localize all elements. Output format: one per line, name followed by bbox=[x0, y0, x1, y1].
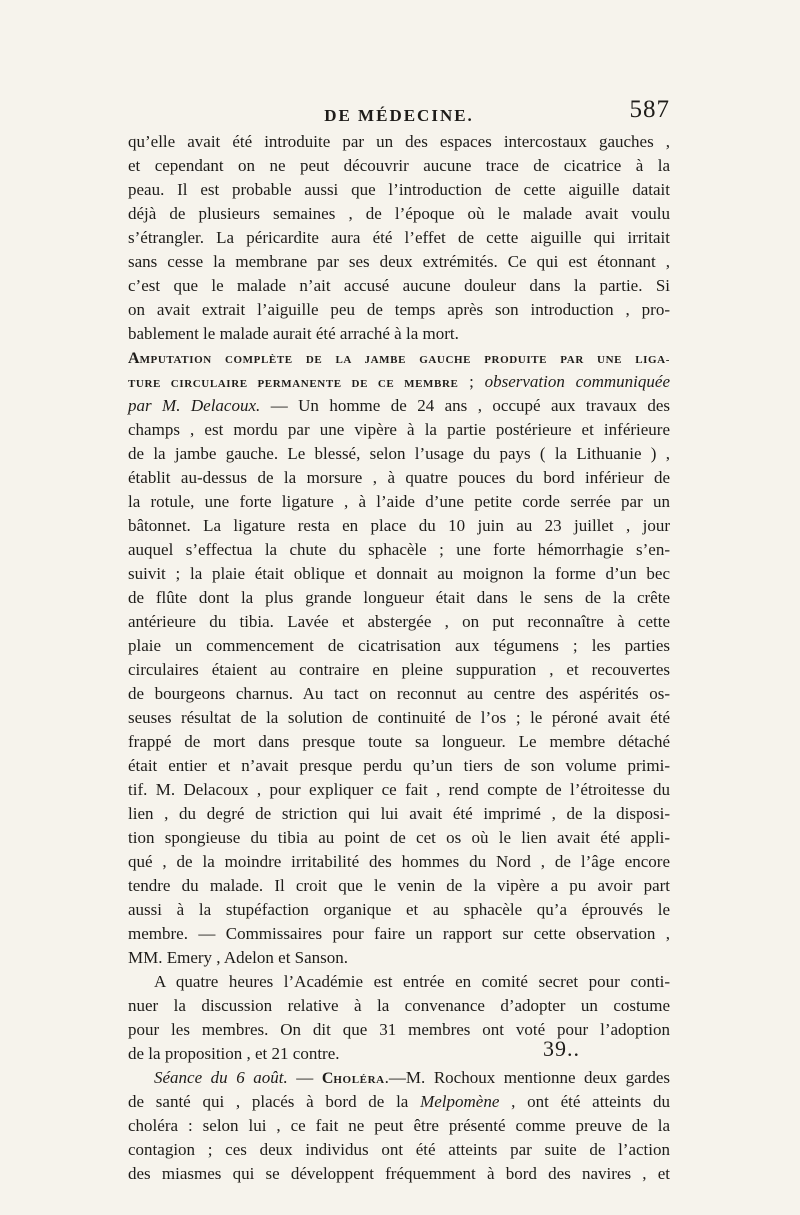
text-line: seuses résultat de la solution de continuité de l’os ; le péroné avait été bbox=[128, 708, 670, 727]
text-line: antérieure du tibia. Lavée et abstergée , on put reconnaître à cette bbox=[128, 612, 670, 631]
page-header bbox=[128, 92, 670, 128]
text-line: bâtonnet. La ligature resta en place du 10 juin au 23 juillet , jour bbox=[128, 516, 670, 535]
text-line: peau. Il est probable aussi que l’introduction de cette aiguille datait bbox=[128, 180, 670, 199]
italic-text: observation communiquée bbox=[484, 372, 670, 391]
text-line: qu’elle avait été introduite par un des espaces intercostaux gauches , bbox=[128, 132, 670, 151]
text-line: contagion ; ces deux individus ont été atteints par suite de l’action bbox=[128, 1140, 670, 1159]
heading-initial: A bbox=[128, 350, 140, 367]
text-line: tif. M. Delacoux , pour expliquer ce fait , rend compte de l’étroitesse du bbox=[128, 780, 670, 799]
section-heading: HOLÉRA bbox=[333, 1074, 385, 1086]
text-line: déjà de plusieurs semaines , de l’époque où le malade avait voulu bbox=[128, 204, 670, 223]
text-line: la rotule, une forte ligature , à l’aide d’une petite corde serrée par un bbox=[128, 492, 670, 511]
text-line: on avait extrait l’aiguille peu de temps après son introduction , pro- bbox=[128, 300, 670, 319]
text-line: qué , de la moindre irritabilité des hommes du Nord , de l’âge encore bbox=[128, 852, 670, 871]
text-line: établit au-dessus de la morsure , à quatre pouces du bord inférieur de bbox=[128, 468, 670, 487]
text-fragment: — Un homme de 24 ans , occupé aux travaux des bbox=[260, 396, 670, 415]
italic-text: Séance du 6 août. bbox=[154, 1068, 288, 1087]
text-fragment: — bbox=[287, 1068, 322, 1087]
text-line: auquel s’effectua la chute du sphacèle ; une forte hémorrhagie s’en- bbox=[128, 540, 670, 559]
heading-initial: C bbox=[321, 1070, 334, 1087]
text-line: de bourgeons charnus. Au tact on reconnut au centre des aspérités os- bbox=[128, 684, 670, 703]
text-fragment: ; bbox=[458, 372, 485, 391]
text-line: était entier et n’avait presque perdu qu’un tiers de son volume primi- bbox=[128, 756, 670, 775]
text-line: bablement le malade aurait été arraché à la mort. bbox=[128, 324, 459, 343]
text-line bbox=[128, 394, 670, 418]
italic-text: Melpomène bbox=[420, 1092, 500, 1111]
text-line: pour les membres. On dit que 31 membres ont voté pour l’adoption bbox=[128, 1020, 670, 1039]
text-line: de la proposition , et 21 contre. bbox=[128, 1044, 340, 1063]
section-heading-line bbox=[128, 346, 670, 370]
signature-mark: 39.. bbox=[543, 1036, 580, 1061]
text-line: s’étrangler. La péricardite aura été l’effet de cette aiguille qui irritait bbox=[128, 228, 670, 247]
text-fragment: , ont été atteints du bbox=[499, 1092, 670, 1111]
text-line: c’est que le malade n’ait accusé aucune douleur dans la partie. Si bbox=[128, 276, 670, 295]
text-line: A quatre heures l’Académie est entrée en comité secret pour conti- bbox=[154, 972, 670, 991]
section-heading: MPUTATION COMPLÈTE DE LA JAMBE GAUCHE PRODUITE PAR UNE LIGA- bbox=[139, 354, 670, 366]
text-line: MM. Emery , Adelon et Sanson. bbox=[128, 948, 349, 967]
section-heading-line bbox=[128, 370, 670, 394]
text-fragment: de santé qui , placés à bord de la bbox=[128, 1092, 421, 1111]
text-line: plaie un commencement de cicatrisation aux tégumens ; les parties bbox=[128, 636, 670, 655]
text-line: des miasmes qui se développent fréquemment à bord des navires , et bbox=[128, 1164, 670, 1183]
text-fragment: .—M. Rochoux mentionne deux gardes bbox=[384, 1068, 671, 1087]
running-title: DE MÉDECINE. bbox=[324, 106, 474, 125]
page-number: 587 bbox=[629, 96, 670, 123]
text-line: frappé de mort dans presque toute sa longueur. Le membre détaché bbox=[128, 732, 670, 751]
text-line: circulaires étaient au contraire en pleine suppuration , et recouvertes bbox=[128, 660, 670, 679]
text-line: de la jambe gauche. Le blessé, selon l’usage du pays ( la Lithuanie ) , bbox=[128, 444, 670, 463]
italic-text: par M. Delacoux. bbox=[128, 396, 261, 415]
text-line: sans cesse la membrane par ses deux extrémités. Ce qui est étonnant , bbox=[128, 252, 670, 271]
text-line: lien , du degré de striction qui lui avait été imprimé , de la disposi- bbox=[128, 804, 670, 823]
text-line: aussi à la stupéfaction organique et au sphacèle qu’a éprouvés le bbox=[128, 900, 670, 919]
text-line bbox=[128, 1090, 670, 1114]
text-line: nuer la discussion relative à la convenance d’adopter un costume bbox=[128, 996, 670, 1015]
text-line: choléra : selon lui , ce fait ne peut être présenté comme preuve de la bbox=[128, 1116, 670, 1135]
text-line: de flûte dont la plus grande longueur était dans le sens de la crête bbox=[128, 588, 670, 607]
text-line: membre. — Commissaires pour faire un rapport sur cette observation , bbox=[128, 924, 670, 943]
text-line: tendre du malade. Il croit que le venin de la vipère a pu avoir part bbox=[128, 876, 670, 895]
text-line: champs , est mordu par une vipère à la partie postérieure et inférieure bbox=[128, 420, 670, 439]
text-line: tion spongieuse du tibia au point de cet os où le lien avait été appli- bbox=[128, 828, 670, 847]
text-line: suivit ; la plaie était oblique et donnait au moignon la forme d’un bec bbox=[128, 564, 670, 583]
section-heading: TURE CIRCULAIRE PERMANENTE DE CE MEMBRE bbox=[128, 378, 459, 390]
body-text bbox=[128, 130, 670, 1186]
text-line bbox=[128, 1066, 670, 1090]
text-line: et cependant on ne peut découvrir aucune trace de cicatrice à la bbox=[128, 156, 670, 175]
